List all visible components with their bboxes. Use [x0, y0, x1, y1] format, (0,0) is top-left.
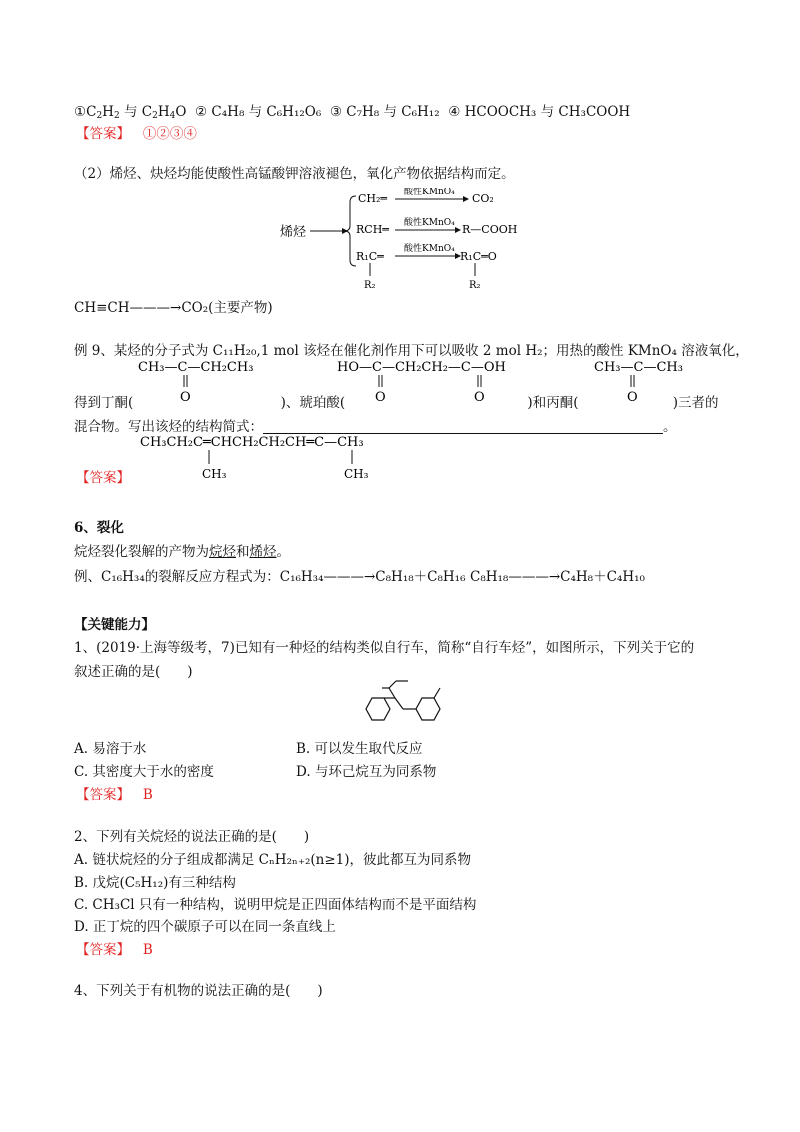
- answer-1: [76, 122, 197, 142]
- q2-option-b[interactable]: B. 戊烷(C₅H₁₂)有三种结构: [74, 875, 236, 891]
- scheme-r1-reagent: 酸性KMnO₄: [404, 188, 455, 197]
- q1-option-a[interactable]: A. 易溶于水: [74, 741, 147, 757]
- example-9-line-1: 例 9、某烃的分子式为 C₁₁H₂₀,1 mol 该烃在催化剂作用下可以吸收 2 mol H₂；用热的酸性 KMnO₄ 溶液氧化，: [74, 343, 749, 359]
- section-6-line-1: [74, 540, 290, 560]
- scheme-r3-sub-left: R₂: [364, 280, 376, 291]
- key-abilities-title: 【关键能力】: [74, 617, 155, 633]
- l3-text-a: 混合物。写出该烃的结构简式：: [74, 419, 263, 435]
- acetylene-line: CH≡CH———→CO₂(主要产物): [74, 300, 273, 316]
- succinic-o-1: O: [375, 390, 386, 405]
- answer-label: 【答案】: [76, 126, 130, 142]
- q2-answer-label: 【答案】: [76, 942, 130, 958]
- q2-answer-value: B: [142, 942, 153, 958]
- s6-text-a: 烷烃裂化裂解的产物为: [74, 544, 209, 560]
- answer-struct-formula: CH₃CH₂C═CHCH₂CH₂CH═C—CH₃: [140, 435, 364, 450]
- section-6-title: 6、裂化: [74, 520, 124, 536]
- example-9-answer-label: 【答案】: [76, 470, 130, 486]
- section-6-line-2a: 例、C₁₆H₃₄的裂解反应方程式为：C₁₆H₃₄———→C₈H₁₈＋C₈H₁₆: [74, 569, 466, 585]
- l2-text-c: )和丙酮(: [527, 395, 579, 411]
- q1-option-c[interactable]: C. 其密度大于水的密度: [74, 764, 214, 780]
- pair-1-sub2: 2: [113, 111, 120, 121]
- q1-line-b: 叙述正确的是( ): [74, 664, 193, 680]
- pair-1-sub: 2: [96, 111, 103, 121]
- pair-1-mid: 与 C: [119, 104, 153, 120]
- acetone-formula: CH₃—C—CH₃: [594, 360, 683, 375]
- pair-2: ② C₄H₈ 与 C₆H₁₂O₆: [195, 104, 322, 120]
- scheme-r3-product: R₁C═O: [460, 250, 497, 263]
- scheme-start: 烯烃: [280, 225, 307, 240]
- scheme-r3-left: R₁C═: [356, 250, 384, 263]
- pair-1-h2: H: [157, 104, 170, 120]
- pair-1-o: O: [175, 104, 187, 120]
- pair-1-h: H: [102, 104, 114, 120]
- scheme-r2-reagent: 酸性KMnO₄: [404, 218, 455, 228]
- s6-alkane: 烷烃: [209, 544, 236, 560]
- pair-3: ③ C₇H₈ 与 C₆H₁₂: [329, 104, 440, 120]
- answer-struct-ch3-2: CH₃: [344, 467, 369, 480]
- butanone-formula: CH₃—C—CH₂CH₃: [138, 360, 254, 375]
- q1-answer-value: B: [142, 787, 153, 803]
- q2-stem: 2、下列有关烷烃的说法正确的是( ): [74, 829, 310, 845]
- scheme-r3-sub-right: R₂: [469, 280, 481, 291]
- scheme-r2-product: R—COOH: [462, 223, 518, 236]
- example-9-line-2: [74, 391, 734, 411]
- l3-text-b: 。: [663, 419, 677, 435]
- q2-option-d[interactable]: D. 正丁烷的四个碳原子可以在同一条直线上: [74, 919, 336, 935]
- q4-stem: 4、下列关于有机物的说法正确的是( ): [74, 983, 323, 999]
- l2-text-a: 得到丁酮(: [74, 395, 134, 411]
- pair-1-sub4: 4: [169, 111, 176, 121]
- bicycle-hydrocarbon-figure: [350, 676, 460, 732]
- q1-option-b[interactable]: B. 可以发生取代反应: [296, 741, 423, 757]
- s6-period: 。: [276, 544, 290, 560]
- l2-text-b: )、琥珀酸(: [280, 395, 346, 411]
- butanone-o: O: [180, 390, 191, 405]
- s6-and: 和: [236, 544, 250, 560]
- answer-struct-ch3-1: CH₃: [202, 467, 227, 480]
- succinic-formula: HO—C—CH₂CH₂—C—OH: [337, 360, 506, 375]
- q2-option-a[interactable]: A. 链状烷烃的分子组成都满足 CₙH₂ₙ₊₂(n≥1)，彼此都互为同系物: [74, 852, 471, 868]
- scheme-r1-left: CH₂═: [358, 192, 388, 205]
- example-9-answer-structure: [140, 428, 440, 480]
- pair-1: ①C: [74, 104, 97, 120]
- section-2-text: （2）烯烃、炔烃均能使酸性高锰酸钾溶液褪色，氧化产物依据结构而定。: [74, 166, 515, 182]
- pair-4: ④ HCOOCH₃ 与 CH₃COOH: [448, 104, 631, 120]
- l2-text-d: )三者的: [672, 395, 719, 411]
- s6-alkene: 烯烃: [249, 544, 277, 560]
- scheme-r1-product: CO₂: [472, 192, 494, 205]
- succinic-o-2: O: [474, 390, 485, 405]
- answer-value: ①②③④: [142, 126, 197, 142]
- scheme-r3-reagent: 酸性KMnO₄: [404, 244, 455, 254]
- q1-option-d[interactable]: D. 与环己烷互为同系物: [296, 764, 437, 780]
- q1-answer-label: 【答案】: [76, 787, 130, 803]
- question-pairs-line: [74, 100, 630, 120]
- q2-option-c[interactable]: C. CH₃Cl 只有一种结构，说明甲烷是正四面体结构而不是平面结构: [74, 897, 477, 913]
- q2-answer: [76, 938, 153, 958]
- pair-1-sub3: 2: [152, 111, 158, 121]
- oxidation-scheme: [280, 188, 540, 298]
- acetone-o: O: [627, 390, 638, 405]
- q1-line-a: 1、(2019·上海等级考，7)已知有一种烃的结构类似自行车，简称“自行车烃”，如图所示，下列关于它的: [74, 640, 695, 656]
- scheme-r2-left: RCH═: [356, 223, 389, 236]
- section-6-line-2b: C₈H₁₈———→C₄H₈＋C₄H₁₀: [470, 569, 645, 585]
- q1-answer: [76, 783, 153, 803]
